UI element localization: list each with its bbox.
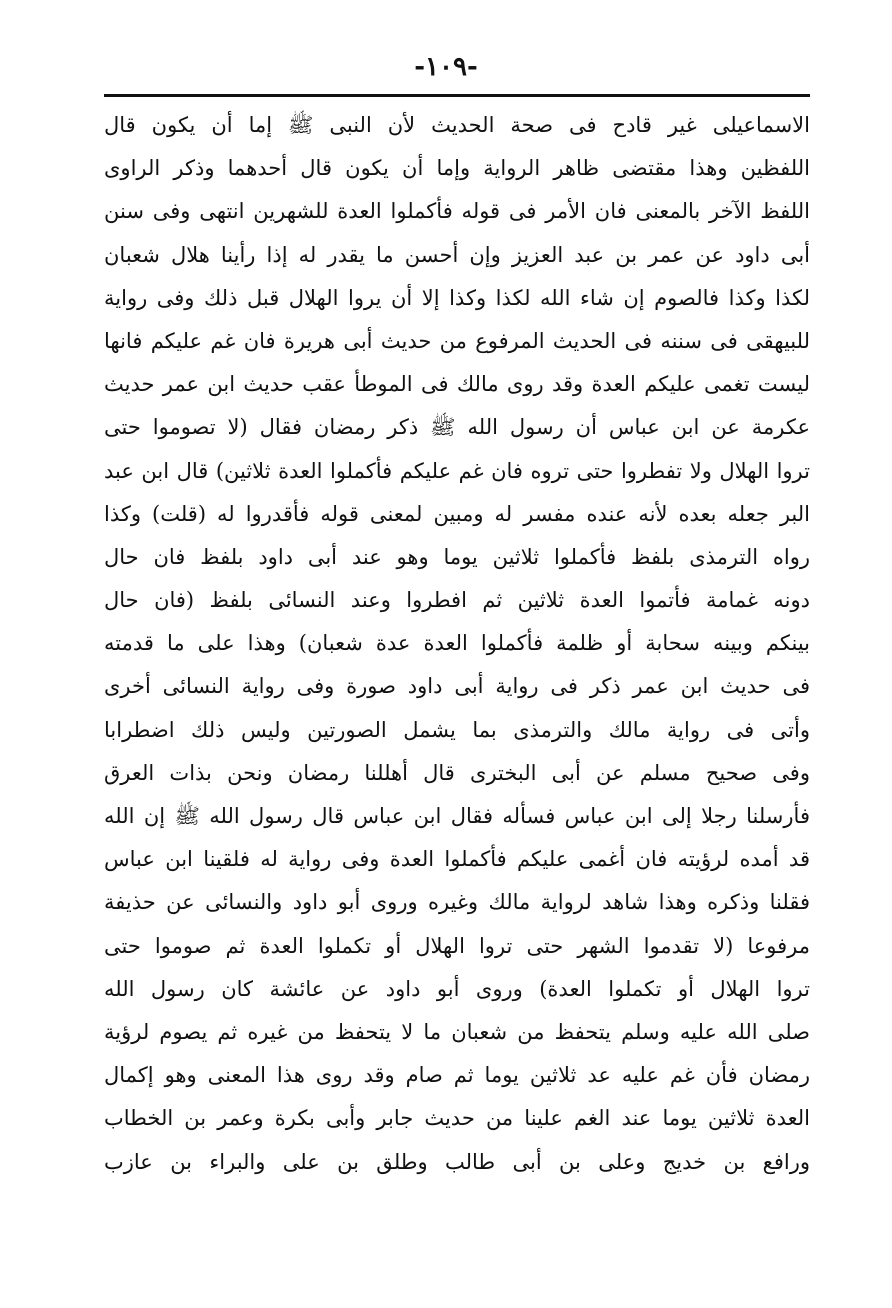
text-line: قد أمده لرؤيته فان أغمى عليكم فأكملوا العدة وفى رواية له فلقينا ابن عباس <box>104 847 810 872</box>
header-rule <box>104 94 810 97</box>
text-line: الاسماعيلى غير قادح فى صحة الحديث لأن النبى ﷺ إما أن يكون قال <box>104 113 810 137</box>
text-line: فى حديث ابن عمر ذكر فى رواية أبى داود صورة وفى رواية النسائى أخرى <box>104 674 810 699</box>
text-line: اللفظ الآخر بالمعنى فان الأمر فى قوله فأكملوا العدة للشهرين انتهى وفى سنن <box>104 199 810 224</box>
text-line: فأرسلنا رجلا إلى ابن عباس فسأله فقال ابن عباس قال رسول الله ﷺ إن الله <box>104 804 810 828</box>
text-line: وفى صحيح مسلم عن أبى البخترى قال أهللنا رمضان ونحن بذات العرق <box>104 760 810 785</box>
text-line: ليست تغمى عليكم العدة وقد روى مالك فى الموطأ عقب حديث ابن عمر حديث <box>104 372 810 397</box>
text-line: أبى داود عن عمر بن عبد العزيز وإن أحسن ما يقدر له إذا رأينا هلال شعبان <box>104 242 810 267</box>
text-line: دونه غمامة فأتموا العدة ثلاثين ثم افطروا وعند النسائى بلفظ (فان حال <box>104 588 810 613</box>
text-line: وأتى فى رواية مالك والترمذى بما يشمل الصورتين وليس ذلك اضطرابا <box>104 717 810 742</box>
text-body <box>104 104 810 1184</box>
text-line: ورافع بن خديج وعلى بن أبى طالب وطلق بن على والبراء بن عازب <box>104 1149 810 1174</box>
text-line: فقلنا وذكره وهذا شاهد لرواية مالك وغيره وروى أبو داود والنسائى عن حذيفة <box>104 890 810 915</box>
text-line: مرفوعا (لا تقدموا الشهر حتى تروا الهلال أو تكملوا العدة ثم صوموا حتى <box>104 933 810 958</box>
text-line: العدة ثلاثين يوما عند الغم علينا من حديث جابر وأبى بكرة وعمر بن الخطاب <box>104 1106 810 1131</box>
text-line: اللفظين وهذا مقتضى ظاهر الرواية وإما أن يكون قال أحدهما وذكر الراوى <box>104 156 810 181</box>
text-line: البر جعله بعده لأنه عنده مفسر له ومبين لمعنى قوله فأقدروا له (قلت) وكذا <box>104 501 810 526</box>
text-line: تروا الهلال ولا تفطروا حتى تروه فان غم عليكم فأكملوا العدة ثلاثين) قال ابن عبد <box>104 458 810 483</box>
text-line: لكذا وكذا فالصوم إن شاء الله لكذا وكذا إلا أن يروا الهلال قبل ذلك وفى رواية <box>104 285 810 310</box>
text-line: للبيهقى فى سننه فى الحديث المرفوع من حديث أبى هريرة فان غم عليكم فانها <box>104 328 810 353</box>
text-line: صلى الله عليه وسلم يتحفظ من شعبان ما لا يتحفظ من غيره ثم يصوم لرؤية <box>104 1019 810 1044</box>
text-line: رمضان فأن غم عليه عد ثلاثين يوما ثم صام وقد روى هذا المعنى وهو إكمال <box>104 1063 810 1088</box>
text-line: رواه الترمذى بلفظ فأكملوا ثلاثين يوما وهو عند أبى داود بلفظ فان حال <box>104 544 810 569</box>
text-line: عكرمة عن ابن عباس أن رسول الله ﷺ ذكر رمضان فقال (لا تصوموا حتى <box>104 415 810 440</box>
text-line: بينكم وبينه سحابة أو ظلمة فأكملوا العدة عدة شعبان) وهذا على ما قدمته <box>104 631 810 656</box>
text-line: تروا الهلال أو تكملوا العدة) وروى أبو داود عن عائشة كان رسول الله <box>104 976 810 1001</box>
page-number: -١٠٩- <box>414 52 478 82</box>
